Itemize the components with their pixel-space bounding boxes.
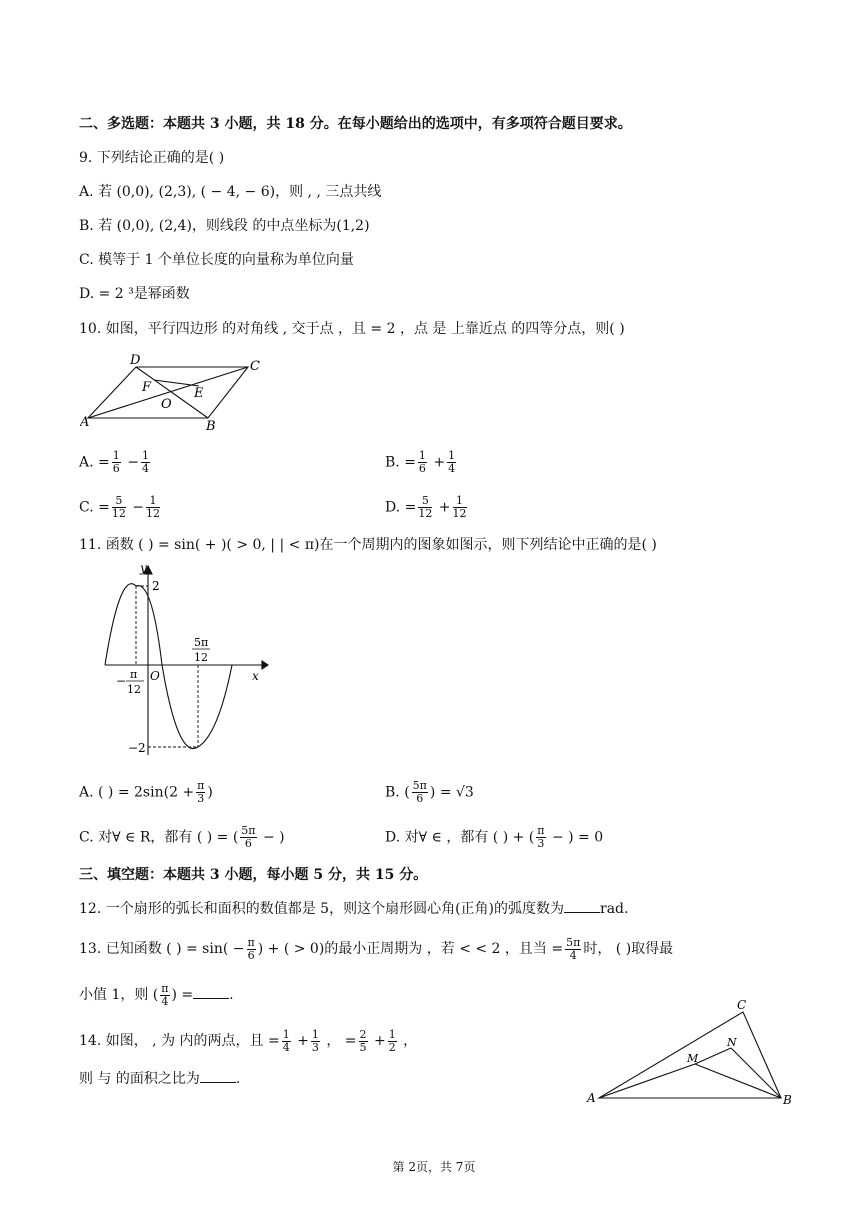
graph-neg-tick-sign: −: [116, 674, 127, 688]
q13-line1: 13. 已知函数 ( ) = sin( − $\frac{\pi}{6}$ ) + ( > 0)的最小正周期为 ，若 < < 2 ，且当 = $\frac{5\pi}{4}$ 时， ( )取得最: [79, 935, 674, 962]
q12-text: 12. 一个扇形的弧长和面积的数值都是 5，则这个扇形圆心角(正角)的弧度数为 rad.: [79, 901, 629, 917]
graph-origin-label: O: [150, 669, 160, 683]
fig14-label-n: N: [727, 1036, 737, 1049]
section-header-multiple-choice: 二、多选题：本题共 3 小题，共 18 分。在每小题给出的选项中，有多项符合题目要求。: [79, 116, 632, 132]
page-footer: 第 2页，共 7页: [392, 1160, 476, 1174]
q9-option-a: A. 若 (0,0), (2,3), ( − 4, − 6)，则 , , 三点共线: [79, 184, 382, 200]
q10-parallelogram-figure: [80, 350, 270, 430]
fig14-label-a: A: [587, 1091, 596, 1105]
graph-y-axis-label: y: [140, 561, 147, 575]
q11-option-c: C. 对∀ ∈ R，都有 ( ) = ( $\frac{5\pi}{6}$ − ): [79, 824, 285, 850]
q10-option-d: D. = $\frac{5}{12}$ + $\frac{1}{12}$: [385, 494, 467, 520]
fig10-label-c: C: [250, 359, 260, 374]
q10-stem: 10. 如图，平行四边形 的对角线 , 交于点 ，且 = 2 ，点 是 上靠近点 的四等分点，则( ): [79, 321, 625, 337]
q14-line1: 14. 如图， , 为 内的两点，且 = $\frac{1}{4}$ + $\frac{1}{3}$ ， = $\frac{2}{5}$ + $\frac{1}{2}$ ，: [79, 1027, 418, 1054]
q9-stem: 9. 下列结论正确的是( ): [79, 150, 225, 166]
fig10-label-b: B: [206, 419, 216, 430]
fig10-label-o: O: [161, 397, 172, 412]
q11-option-d: D. 对∀ ∈ ，都有 ( ) + ( $\frac{\pi}{3}$ − ) = 0: [385, 824, 604, 850]
graph-pos-tick-num: 5π: [194, 636, 209, 649]
q11-sine-graph: [100, 560, 270, 760]
fig10-label-e: E: [194, 386, 204, 401]
q11-option-a: A. ( ) = 2sin(2 + $\frac{\pi}{3}$ ): [79, 779, 213, 805]
q9-option-c: C. 模等于 1 个单位长度的向量称为单位向量: [79, 252, 354, 268]
fig10-label-d: D: [130, 353, 141, 368]
q13-line2: 小值 1，则 ( $\frac{\pi}{4}$ ) = .: [79, 981, 234, 1008]
fig10-label-f: F: [142, 380, 152, 395]
q14-triangle-figure: [585, 998, 795, 1110]
fig10-label-a: A: [80, 415, 90, 430]
q12-answer-blank: [564, 900, 600, 913]
q10-option-c: C. = $\frac{5}{12}$ − $\frac{1}{12}$: [79, 494, 161, 520]
q14-answer-blank: [200, 1070, 236, 1083]
q10-option-a: A. = $\frac{1}{6}$ − $\frac{1}{4}$: [79, 449, 149, 475]
fig14-label-b: B: [783, 1093, 792, 1107]
graph-x-axis-label: x: [252, 669, 259, 683]
q9-option-d: D. = 2 ³是幂函数: [79, 286, 190, 302]
graph-neg-tick-den: 12: [127, 683, 141, 696]
fig14-label-c: C: [737, 998, 747, 1012]
q13-answer-blank: [193, 986, 229, 999]
graph-min-label: −2: [128, 741, 146, 755]
graph-pos-tick-den: 12: [194, 651, 208, 664]
q11-option-b: B. ( $\frac{5\pi}{6}$ ) = √3: [385, 779, 474, 805]
q11-stem: 11. 函数 ( ) = sin( + )( > 0, | | < π)在一个周期内的图象如图示，则下列结论中正确的是( ): [79, 537, 657, 553]
graph-max-label: 2: [152, 579, 160, 593]
fig14-label-m: M: [687, 1052, 699, 1065]
section-header-fill-in: 三、填空题：本题共 3 小题，每小题 5 分，共 15 分。: [79, 867, 428, 883]
q14-line2: 则 与 的面积之比为 .: [79, 1071, 241, 1087]
graph-neg-tick-num: π: [130, 668, 138, 681]
q10-option-b: B. = $\frac{1}{6}$ + $\frac{1}{4}$: [385, 449, 456, 475]
q9-option-b: B. 若 (0,0), (2,4)，则线段 的中点坐标为(1,2): [79, 218, 370, 234]
